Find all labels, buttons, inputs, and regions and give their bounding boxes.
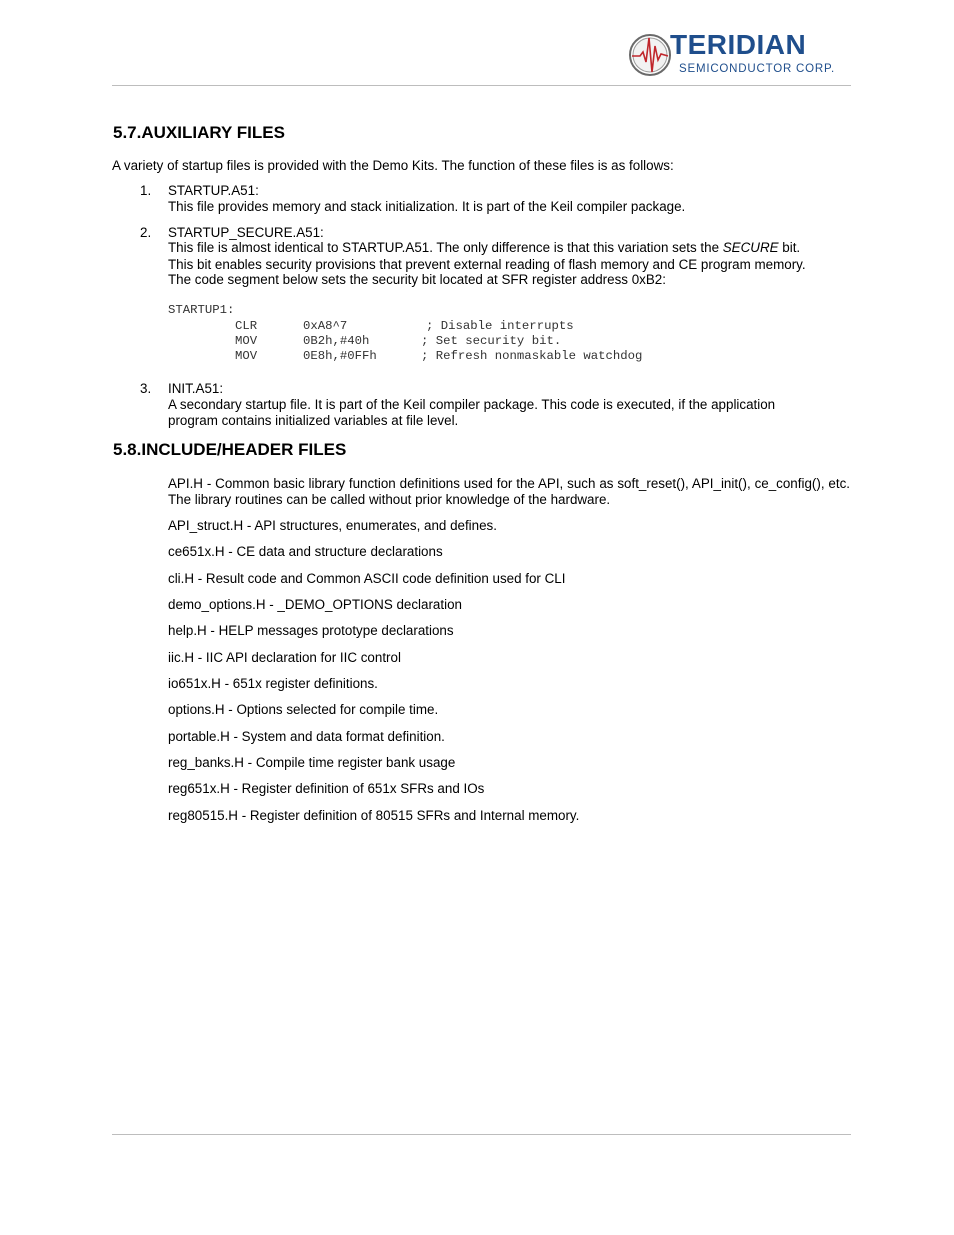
header-file-entry: API.H - Common basic library function definitions used for the API, such as soft_reset(), API_init(), ce_config(), etc. The library routines can be called without prior knowledge of the hardware. bbox=[168, 476, 850, 507]
header-file-entry: reg651x.H - Register definition of 651x SFRs and IOs bbox=[168, 781, 485, 796]
header-file-entry: options.H - Options selected for compile time. bbox=[168, 702, 439, 717]
logo-subtitle: SEMICONDUCTOR CORP. bbox=[679, 63, 835, 75]
header-file-entry: reg80515.H - Register definition of 80515 SFRs and Internal memory. bbox=[168, 808, 580, 823]
code-comment: ; Disable interrupts bbox=[426, 319, 574, 333]
header-file-entry: reg_banks.H - Compile time register bank usage bbox=[168, 755, 456, 770]
list-item-text-1: This file provides memory and stack initialization. It is part of the Keil compiler package. bbox=[168, 199, 686, 214]
header-file-entry: cli.H - Result code and Common ASCII code definition used for CLI bbox=[168, 571, 566, 586]
header-file-entry: API_struct.H - API structures, enumerates, and defines. bbox=[168, 518, 497, 533]
list-number-1: 1. bbox=[140, 183, 152, 198]
code-op: MOV bbox=[235, 349, 258, 363]
code-comment: ; Refresh nonmaskable watchdog bbox=[421, 349, 643, 363]
code-comment: ; Set security bit. bbox=[421, 334, 562, 348]
header-rule bbox=[112, 85, 851, 86]
header-file-entry: iic.H - IIC API declaration for IIC control bbox=[168, 650, 401, 665]
header-file-entry: portable.H - System and data format definition. bbox=[168, 729, 445, 744]
aux-intro: A variety of startup files is provided with the Demo Kits. The function of these files is as follows: bbox=[112, 158, 674, 173]
text-segment: bit. bbox=[778, 240, 801, 255]
logo-wordmark: TERIDIAN bbox=[670, 29, 807, 60]
list-item-title-3: INIT.A51: bbox=[168, 381, 224, 396]
code-arg: 0E8h,#0FFh bbox=[303, 349, 377, 363]
list-item-title-1: STARTUP.A51: bbox=[168, 183, 259, 198]
list-item-text-3-line-1: A secondary startup file. It is part of the Keil compiler package. This code is executed, if the application bbox=[168, 397, 776, 412]
list-item-title-2: STARTUP_SECURE.A51: bbox=[168, 225, 324, 240]
code-op: CLR bbox=[235, 319, 258, 333]
header-file-entry: help.H - HELP messages prototype declarations bbox=[168, 623, 454, 638]
list-item-text-3-line-2: program contains initialized variables at file level. bbox=[168, 413, 459, 428]
text-segment: This file is almost identical to STARTUP.A51. The only difference is that this variation sets the bbox=[168, 240, 723, 255]
code-label: STARTUP1: bbox=[168, 303, 235, 317]
list-number-2: 2. bbox=[140, 225, 152, 240]
code-arg: 0B2h,#40h bbox=[303, 334, 370, 348]
header-file-entry: demo_options.H - _DEMO_OPTIONS declaration bbox=[168, 597, 462, 612]
header-file-entry: io651x.H - 651x register definitions. bbox=[168, 676, 378, 691]
code-op: MOV bbox=[235, 334, 258, 348]
footer-rule bbox=[112, 1134, 851, 1135]
list-number-3: 3. bbox=[140, 381, 152, 396]
header-file-entry: ce651x.H - CE data and structure declarations bbox=[168, 544, 443, 559]
list-item-text-2-line-1 bbox=[168, 240, 800, 256]
emphasis-secure: SECURE bbox=[722, 240, 779, 255]
section-heading-auxiliary: 5.7.AUXILIARY FILES bbox=[113, 123, 285, 142]
list-item-text-2-line-3: The code segment below sets the security bit located at SFR register address 0xB2: bbox=[168, 272, 666, 287]
list-item-text-2-line-2: This bit enables security provisions that prevent external reading of flash memory and CE program memory. bbox=[168, 257, 806, 272]
code-arg: 0xA8^7 bbox=[303, 319, 348, 333]
section-heading-include: 5.8.INCLUDE/HEADER FILES bbox=[113, 440, 347, 459]
